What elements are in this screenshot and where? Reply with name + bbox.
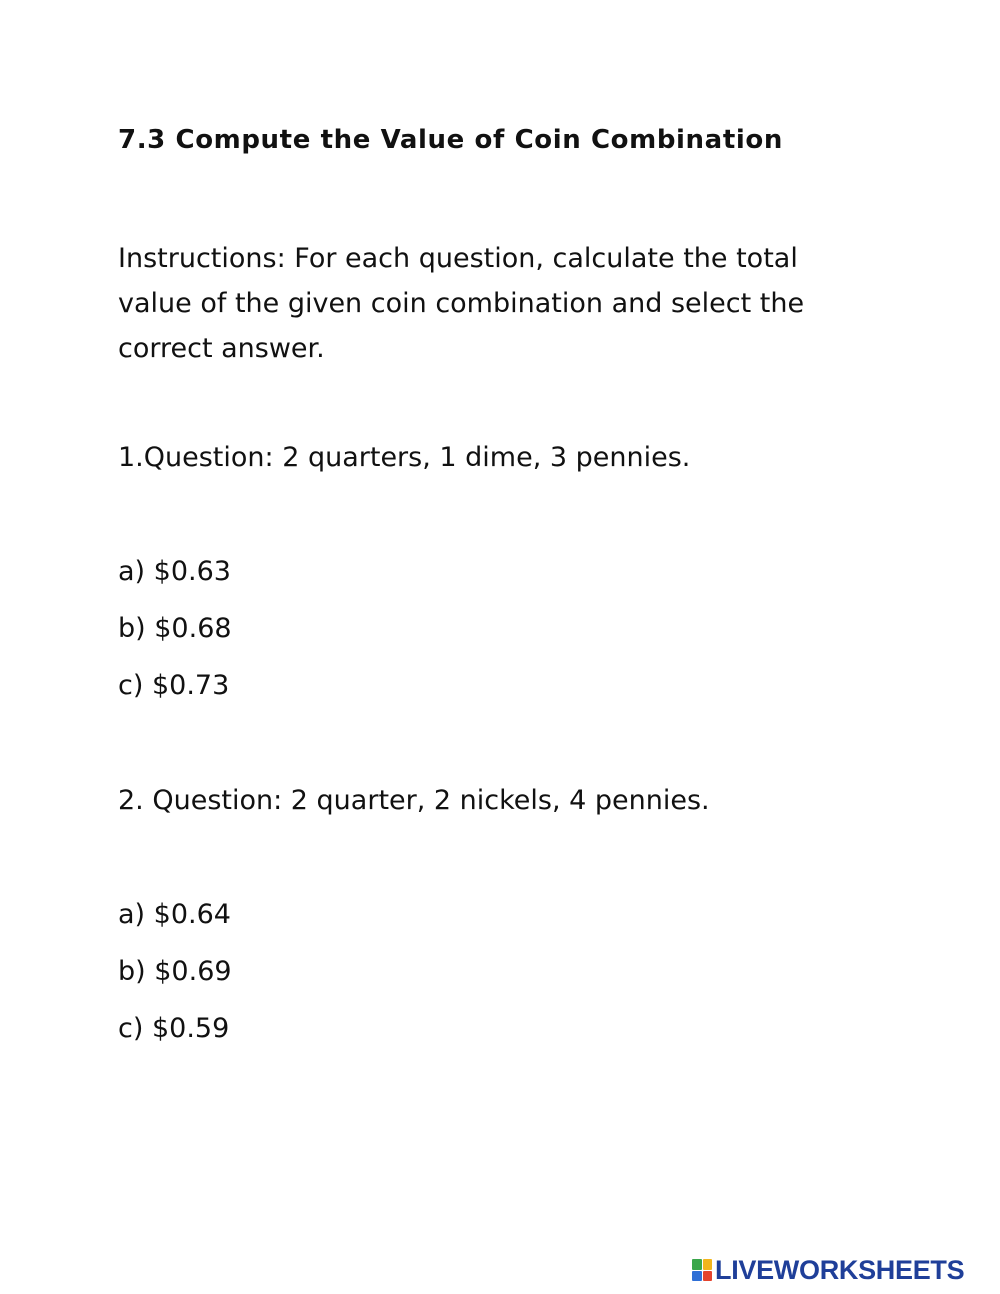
question-1-option-a[interactable]: a) $0.63 [118,556,231,587]
question-2-option-a[interactable]: a) $0.64 [118,899,231,930]
question-2-option-b[interactable]: b) $0.69 [118,956,232,987]
question-1-option-b[interactable]: b) $0.68 [118,613,232,644]
instructions-line: correct answer. [118,333,325,364]
instructions-line: value of the given coin combination and select the [118,288,805,319]
logo-square [692,1271,702,1282]
logo-square [703,1259,713,1270]
instructions [118,236,858,371]
logo-text: LIVEWORKSHEETS [715,1254,965,1285]
question-2-option-c[interactable]: c) $0.59 [118,1013,230,1044]
question-2-prompt: 2. Question: 2 quarter, 2 nickels, 4 pennies. [118,785,710,816]
question-1-option-c[interactable]: c) $0.73 [118,670,230,701]
liveworksheets-logo [692,1255,964,1285]
question-1-prompt: 1.Question: 2 quarters, 1 dime, 3 pennies. [118,442,691,473]
logo-square [703,1271,713,1282]
liveworksheets-logo-icon [692,1259,712,1281]
instructions-line: Instructions: For each question, calculate the total [118,243,798,274]
logo-square [692,1259,702,1270]
worksheet-title: 7.3 Compute the Value of Coin Combination [118,125,783,155]
